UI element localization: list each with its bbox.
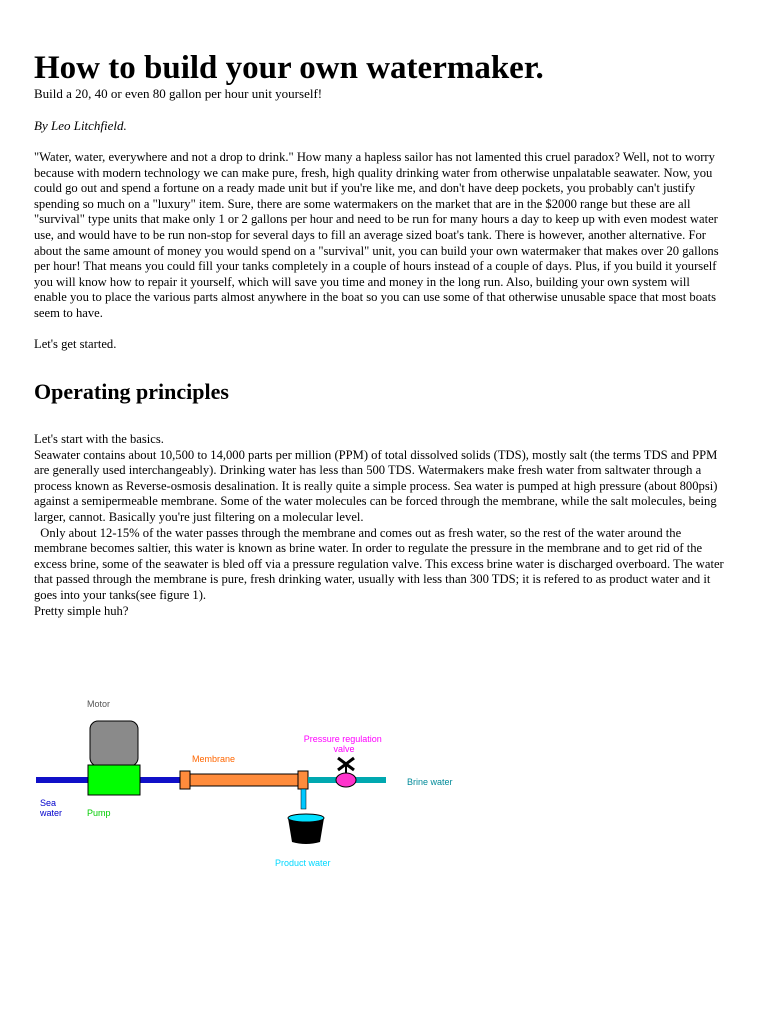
motor-shape <box>90 721 138 766</box>
membrane-label: Membrane <box>192 754 236 764</box>
watermaker-diagram <box>34 694 474 874</box>
page-title: How to build your own watermaker. <box>34 50 544 86</box>
principles-line: Only about 12-15% of the water passes through the membrane and comes out as fresh water, so the rest of the water around the membrane becomes saltier, this water is known as brine water. In order to regulate the pressure in the membrane and to get rid of the excess brine, some of the seawater is bled off via a pressure regulation valve. This excess brine water is discharged overboard. The water that passed through the membrane is pure, fresh drinking water, usually with less than 300 TDS; it is refered to as product water and it goes into your tanks(see figure 1). <box>34 525 727 602</box>
principles-line: Seawater contains about 10,500 to 14,000 parts per million (PPM) of total dissolved solids (TDS), mostly salt (the terms TDS and PPM are generally used interchangeably). Drinking water has less than 500 TDS. Watermakers make fresh water from saltwater through a process known as Reverse-osmosis desalination. It is really quite a simple process. Sea water is pumped at high pressure (about 800psi) against a semipermeable membrane. Some of the water molecules can be forced through the membrane, while the salt molecules, being larger, cannot. Basically you're just filtering on a molecular level. <box>34 447 718 524</box>
brine-label: Brine water <box>407 777 453 787</box>
membrane-cap-right <box>298 771 308 789</box>
bucket-water <box>288 814 324 822</box>
principles-text <box>34 432 727 619</box>
valve-label-line: Pressure regulation <box>303 734 382 744</box>
pump-shape <box>88 765 140 795</box>
valve-body <box>336 773 356 787</box>
subtitle: Build a 20, 40 or even 80 gallon per hour unit yourself! <box>34 86 323 101</box>
membrane-cap-left <box>180 771 190 789</box>
product-water-label: Product water <box>275 858 331 868</box>
principles-line: Pretty simple huh? <box>34 603 129 618</box>
sea-water-label <box>39 798 62 818</box>
pump-label: Pump <box>87 808 111 818</box>
valve-label-line: valve <box>333 744 355 754</box>
valve-label <box>304 734 385 754</box>
pump-outlet-pipe <box>140 777 180 783</box>
principles-line: Let's start with the basics. <box>34 432 164 446</box>
product-pipe <box>301 789 306 809</box>
sea-water-label-line: Sea <box>40 798 57 808</box>
section-heading: Operating principles <box>34 379 229 404</box>
intro-paragraph: "Water, water, everywhere and not a drop to drink." How many a hapless sailor has not lamented this cruel paradox? Well, not to worry because with modern technology we can make pure, fresh, high quality drinking water from otherwise unpalatable seawater. Now, you could go out and spend a fortune on a ready made unit but if you're like me, and don't have deep pockets, you probably can't justify spending so much on a "luxury" item. Sure, there are some watermakers on the market that are in the $2000 range but these are all "survival" type units that make only 1 or 2 gallons per hour and need to be run for many hours a day to keep up with even modest water use, and would have to be run non-stop for several days to fill an average sized boat's tank. There is however, another alternative. For about the same amount of money you would spend on a "survival" unit, you can build your own watermaker that makes over 20 gallons per hour! That means you could fill your tanks completely in a couple of hours instead of a couple of days. Plus, if you build it yourself you will know how to repair it yourself, which will save you time and money in the long run. Also, building your own system will enable you to place the various parts almost anywhere in the boat so you can use some of that otherwise unusable space that most boats seem to have. <box>34 150 719 320</box>
lets-get-started: Let's get started. <box>34 337 117 351</box>
motor-label: Motor <box>87 699 111 709</box>
byline: By Leo Litchfield. <box>34 118 127 133</box>
inlet-pipe <box>36 777 90 783</box>
sea-water-label-line: water <box>40 808 63 818</box>
membrane-tube <box>190 774 298 786</box>
